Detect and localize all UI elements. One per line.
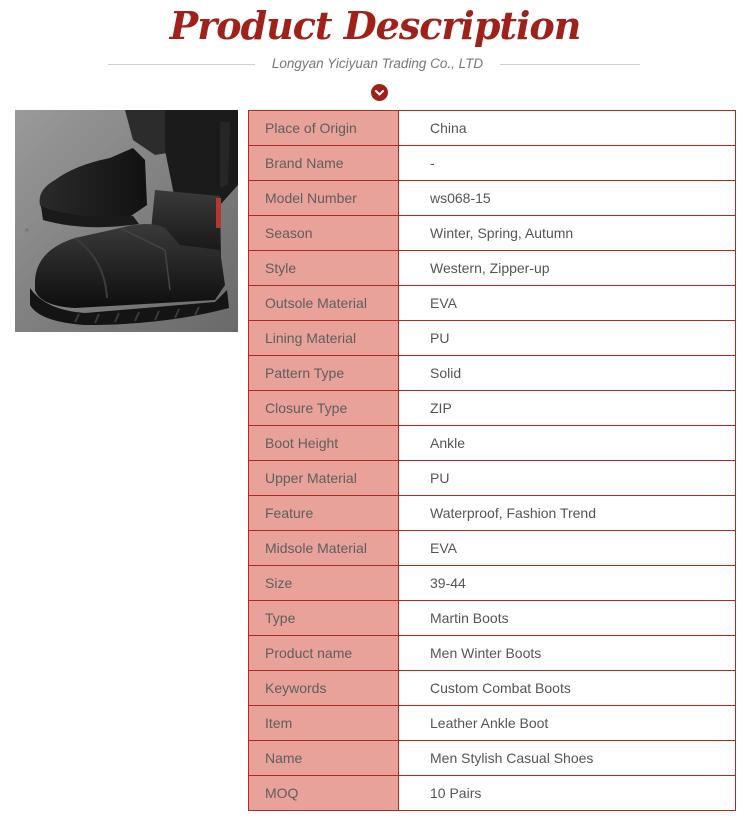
- spec-label: Type: [249, 601, 399, 636]
- chevron-down-icon: [371, 84, 388, 101]
- spec-row: [249, 426, 736, 461]
- spec-label: Pattern Type: [249, 356, 399, 391]
- company-subtitle-row: [108, 54, 640, 74]
- spec-label: Keywords: [249, 671, 399, 706]
- spec-value: EVA: [399, 286, 736, 321]
- spec-row: [249, 181, 736, 216]
- spec-row: [249, 636, 736, 671]
- spec-value: Waterproof, Fashion Trend: [399, 496, 736, 531]
- spec-row: [249, 321, 736, 356]
- spec-row: [249, 496, 736, 531]
- spec-row: [249, 216, 736, 251]
- subtitle-divider-left: [108, 64, 255, 65]
- spec-value: Custom Combat Boots: [399, 671, 736, 706]
- spec-row: [249, 531, 736, 566]
- spec-row: [249, 671, 736, 706]
- spec-label: Name: [249, 741, 399, 776]
- spec-value: ZIP: [399, 391, 736, 426]
- page-title: Product Description: [169, 3, 581, 48]
- spec-row: [249, 461, 736, 496]
- spec-label: Season: [249, 216, 399, 251]
- spec-label: Place of Origin: [249, 111, 399, 146]
- spec-label: Style: [249, 251, 399, 286]
- spec-value: Solid: [399, 356, 736, 391]
- spec-row: [249, 706, 736, 741]
- spec-label: Product name: [249, 636, 399, 671]
- spec-label: Boot Height: [249, 426, 399, 461]
- spec-row: [249, 741, 736, 776]
- spec-value: 10 Pairs: [399, 776, 736, 811]
- spec-label: Closure Type: [249, 391, 399, 426]
- spec-row: [249, 111, 736, 146]
- spec-label: Size: [249, 566, 399, 601]
- spec-row: [249, 601, 736, 636]
- spec-label: MOQ: [249, 776, 399, 811]
- spec-row: [249, 356, 736, 391]
- spec-value: Men Winter Boots: [399, 636, 736, 671]
- spec-label: Model Number: [249, 181, 399, 216]
- spec-row: [249, 776, 736, 811]
- spec-row: [249, 391, 736, 426]
- spec-table-body: [249, 111, 736, 811]
- spec-value: ws068-15: [399, 181, 736, 216]
- spec-label: Outsole Material: [249, 286, 399, 321]
- spec-value: Ankle: [399, 426, 736, 461]
- spec-value: Leather Ankle Boot: [399, 706, 736, 741]
- spec-value: PU: [399, 461, 736, 496]
- spec-table: [248, 110, 736, 811]
- spec-row: [249, 251, 736, 286]
- spec-label: Brand Name: [249, 146, 399, 181]
- spec-value: Winter, Spring, Autumn: [399, 216, 736, 251]
- spec-value: Martin Boots: [399, 601, 736, 636]
- spec-row: [249, 566, 736, 601]
- spec-value: 39-44: [399, 566, 736, 601]
- spec-value: PU: [399, 321, 736, 356]
- spec-value: China: [399, 111, 736, 146]
- spec-value: -: [399, 146, 736, 181]
- spec-value: Western, Zipper-up: [399, 251, 736, 286]
- spec-label: Item: [249, 706, 399, 741]
- product-photo: [15, 110, 238, 332]
- spec-label: Upper Material: [249, 461, 399, 496]
- spec-label: Lining Material: [249, 321, 399, 356]
- spec-value: Men Stylish Casual Shoes: [399, 741, 736, 776]
- spec-label: Midsole Material: [249, 531, 399, 566]
- spec-row: [249, 146, 736, 181]
- spec-row: [249, 286, 736, 321]
- spec-value: EVA: [399, 531, 736, 566]
- subtitle-divider-right: [500, 64, 640, 65]
- company-name: Longyan Yiciyuan Trading Co., LTD: [271, 56, 484, 71]
- spec-label: Feature: [249, 496, 399, 531]
